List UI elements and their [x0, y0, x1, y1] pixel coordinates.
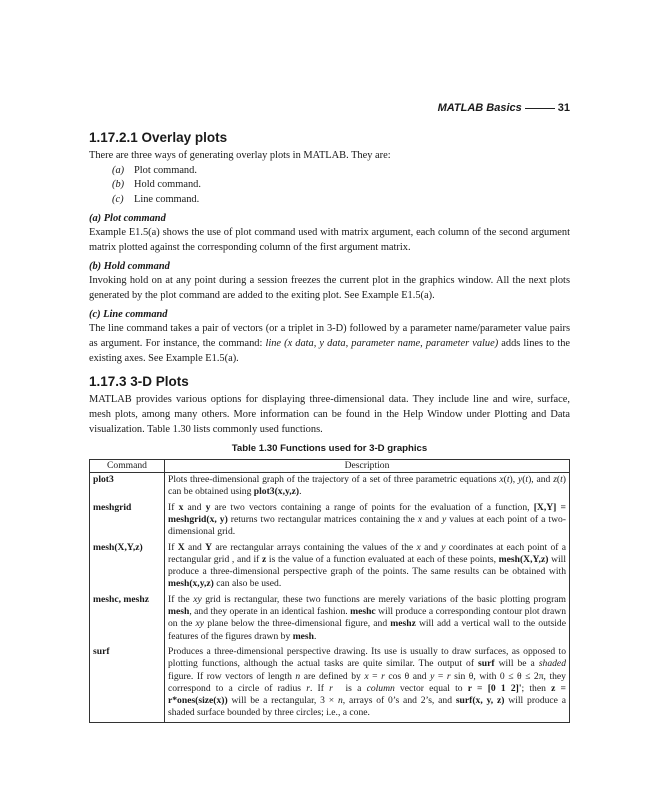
subheading-hold-command: (b) Hold command — [89, 261, 170, 273]
column-header-description: Description — [165, 459, 570, 472]
command-cell: meshgrid — [90, 501, 165, 541]
list-item-text: Hold command. — [134, 179, 201, 191]
list-item — [112, 164, 570, 179]
page-number: 31 — [557, 102, 570, 114]
table-header-row — [90, 459, 570, 472]
section-heading-3d-plots: 1.17.3 3-D Plots — [89, 374, 189, 390]
3d-plots-body: MATLAB provides various options for displaying three-dimensional data. They include line and wire, surface, mesh plots, among many others. More information can be found in the Help Window under Plotting and Data visualization. Table 1.30 lists commonly used functions. — [89, 394, 570, 435]
table-row — [90, 593, 570, 645]
description-cell: If X and Y are rectangular arrays containing the values of the x and y coordinates at each point of a rectangular grid , and if z is the value of a function evaluated at each of these points, mesh(X,Y,z) will produce a three-dimensional perspective graph of the points. The same results can be obtained with mesh(x,y,z) can also be used. — [165, 541, 570, 593]
table-row — [90, 645, 570, 722]
description-cell: Produces a three-dimensional perspective drawing. Its use is usually to draw surfaces, as opposed to plotting functions, although the actual tasks are quite similar. The output of surf will be a shaded figure. If row vectors of length n are defined by x = r cos θ and y = r sin θ, with 0 ≤ θ ≤ 2π, they correspond to a circle of radius r. If r⃗ is a column vector equal to r = [0 1 2]'; then z = r*ones(size(x)) will be a rectangular, 3 × n, arrays of 0’s and 2’s, and surf(x, y, z) will produce a shaded surface bounded by three circles; i.e., a cone. — [165, 645, 570, 722]
description-cell: If x and y are two vectors containing a range of points for the evaluation of a function, [X,Y] = meshgrid(x, y) returns two rectangular matrices containing the x and y values at each point of a two-dimensional grid. — [165, 501, 570, 541]
table-caption: Table 1.30 Functions used for 3-D graphics — [231, 442, 428, 454]
page — [89, 100, 570, 723]
subheading-plot-command: (a) Plot command — [89, 213, 166, 225]
description-cell: Plots three-dimensional graph of the trajectory of a set of three parametric equations x(t), y(t), and z(t) can be obtained using plot3(x,y,z). — [165, 473, 570, 501]
description-cell: If the xy grid is rectangular, these two functions are merely variations of the basic plotting program mesh, and they operate in an identical fashion. meshc will produce a corresponding contour plot drawn on the xy plane below the three-dimensional figure, and meshz will add a vertical wall to the outside features of the figures drawn by mesh. — [165, 593, 570, 645]
list-item — [112, 178, 570, 193]
list-item-text: Line command. — [134, 193, 200, 205]
section-heading-overlay-plots: 1.17.2.1 Overlay plots — [89, 130, 228, 145]
command-cell: surf — [90, 645, 165, 722]
running-head — [89, 100, 570, 116]
table-row — [90, 541, 570, 593]
list-item — [112, 193, 570, 208]
subheading-line-command: (c) Line command — [89, 309, 168, 321]
overlay-method-list — [89, 164, 570, 208]
command-cell: plot3 — [90, 473, 165, 501]
text-run: adds lines to the existing axes. See Example E1.5(a). — [89, 337, 570, 364]
functions-table — [89, 459, 570, 723]
list-item-text: Plot command. — [134, 164, 197, 176]
hold-command-body: Invoking hold on at any point during a session freezes the current plot in the graphics window. All the next plots generated by the plot command are added to the exiting plot. See Example E1.5(a). — [89, 274, 570, 301]
running-head-rule — [525, 108, 555, 109]
running-head-title: MATLAB Basics — [437, 102, 522, 114]
list-item-label: (c) — [112, 193, 124, 205]
text-run: The line command takes a pair of vectors (or a triplet in 3-D) followed by a parameter name/parameter value pairs as argument. For instance, the command: — [89, 322, 570, 349]
column-header-command: Command — [90, 459, 165, 472]
command-cell: meshc, meshz — [90, 593, 165, 645]
plot-command-body: Example E1.5(a) shows the use of plot command used with matrix argument, each column of the second argument matrix plotted against the corresponding column of the first argument matrix. — [89, 226, 570, 253]
table-row — [90, 501, 570, 541]
overlay-intro: There are three ways of generating overlay plots in MATLAB. They are: — [89, 150, 391, 161]
command-cell: mesh(X,Y,z) — [90, 541, 165, 593]
table-row — [90, 473, 570, 501]
list-item-label: (a) — [112, 164, 125, 176]
list-item-label: (b) — [112, 179, 125, 191]
text-run-italic: line (x data, y data, parameter name, parameter value) — [265, 337, 499, 349]
line-command-body — [89, 322, 570, 366]
